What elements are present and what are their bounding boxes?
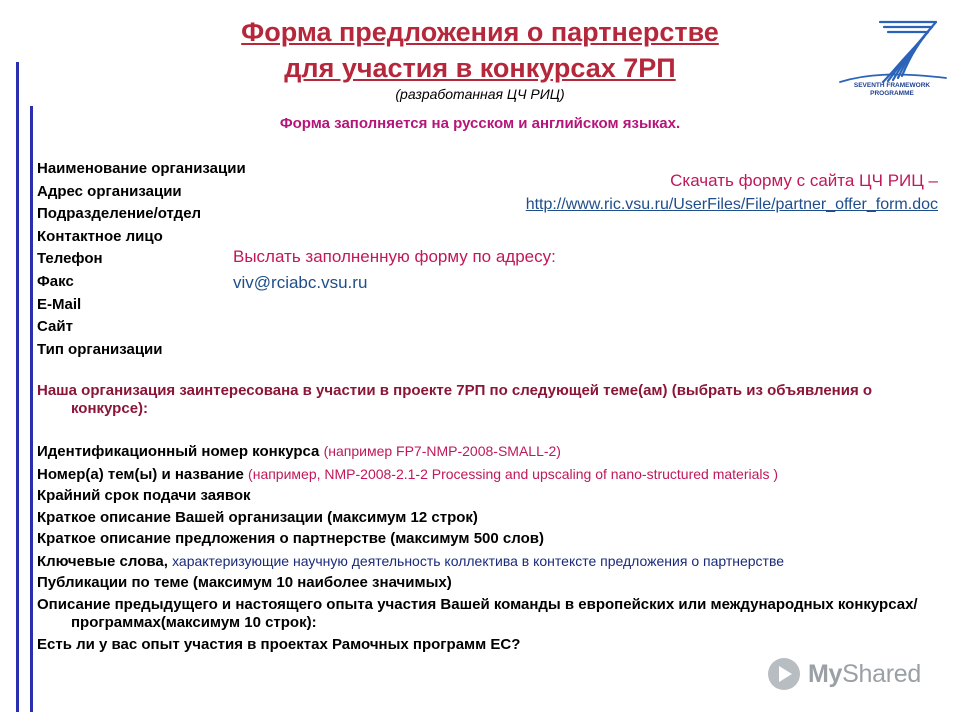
call-id-hint: (например FP7-NMP-2008-SMALL-2) bbox=[323, 443, 561, 459]
topics-label: Номер(а) тем(ы) и название bbox=[37, 465, 244, 483]
left-rule-inner bbox=[30, 106, 33, 712]
list-item-topics bbox=[37, 465, 932, 485]
offer-description-label: Краткое описание предложения о партнерстве (максимум 500 слов) bbox=[37, 530, 544, 547]
download-link[interactable]: http://www.ric.vsu.ru/UserFiles/File/partner_offer_form.doc bbox=[525, 196, 938, 213]
watermark-text-bold: My bbox=[808, 659, 843, 688]
field-org-address: Адрес организации bbox=[37, 182, 182, 200]
interest-statement: Наша организация заинтересована в участии в проекте 7РП по следующей теме(ам) (выбрать из объявления о конкурсе): bbox=[37, 382, 873, 417]
send-label: Выслать заполненную форму по адресу: bbox=[233, 247, 556, 266]
fp-question-label: Есть ли у вас опыт участия в проектах Рамочных программ ЕС? bbox=[37, 635, 521, 653]
watermark-text-light: Shared bbox=[842, 659, 921, 688]
list-item-publications bbox=[37, 574, 932, 593]
send-email-link[interactable]: viv@rciabc.vsu.ru bbox=[233, 273, 368, 292]
page-title-line-2: для участия в конкурсах 7РП bbox=[284, 53, 676, 83]
call-id-label: Идентификационный номер конкурса bbox=[37, 443, 320, 460]
proposal-details-list bbox=[37, 442, 932, 657]
org-description-label: Краткое описание Вашей организации (максимум 12 строк) bbox=[37, 508, 478, 526]
topics-hint: (например, NMP-2008-2.1-2 Processing and upscaling of nano-structured materials ) bbox=[248, 465, 779, 482]
list-item-offer-description bbox=[37, 530, 932, 549]
logo-caption-line-1: SEVENTH FRAMEWORK bbox=[853, 82, 931, 89]
page-subtitle: (разработанная ЦЧ РИЦ) bbox=[395, 86, 565, 102]
field-org-type: Тип организации bbox=[37, 340, 163, 358]
logo-caption-line-2: PROGRAMME bbox=[870, 90, 914, 97]
field-phone: Телефон bbox=[37, 250, 103, 268]
field-email: E-Mail bbox=[37, 295, 82, 313]
keywords-hint: характеризующие научную деятельность коллектива в контексте предложения о партнерстве bbox=[172, 552, 785, 569]
download-label: Скачать форму с сайта ЦЧ РИЦ – bbox=[670, 171, 938, 190]
list-item-deadline bbox=[37, 487, 932, 506]
field-contact-person: Контактное лицо bbox=[37, 227, 163, 245]
left-rule-outer bbox=[16, 62, 19, 712]
keywords-label: Ключевые слова, bbox=[37, 552, 168, 570]
list-item-experience bbox=[37, 596, 932, 633]
fp7-logo-mark bbox=[840, 22, 946, 82]
deadline-label: Крайний срок подачи заявок bbox=[37, 487, 251, 504]
myshared-logo-icon bbox=[766, 656, 802, 692]
list-item-keywords bbox=[37, 552, 932, 572]
field-department: Подразделение/отдел bbox=[37, 205, 202, 223]
field-org-name: Наименование организации bbox=[37, 160, 246, 177]
list-item-org-description bbox=[37, 509, 932, 528]
watermark-text bbox=[808, 660, 921, 689]
list-item-call-id bbox=[37, 442, 932, 462]
publications-label: Публикации по теме (максимум 10 наиболее значимых) bbox=[37, 574, 452, 591]
myshared-watermark bbox=[766, 652, 921, 696]
page-title-line-1: Форма предложения о партнерстве bbox=[241, 17, 719, 47]
field-website: Сайт bbox=[37, 318, 73, 336]
experience-label: Описание предыдущего и настоящего опыта участия Вашей команды в европейских или международных конкурсах/программах(максимум 10 строк): bbox=[37, 595, 918, 631]
organization-fields bbox=[37, 158, 246, 361]
language-note: Форма заполняется на русском и английском языках. bbox=[279, 115, 681, 132]
field-fax: Факс bbox=[37, 272, 74, 290]
